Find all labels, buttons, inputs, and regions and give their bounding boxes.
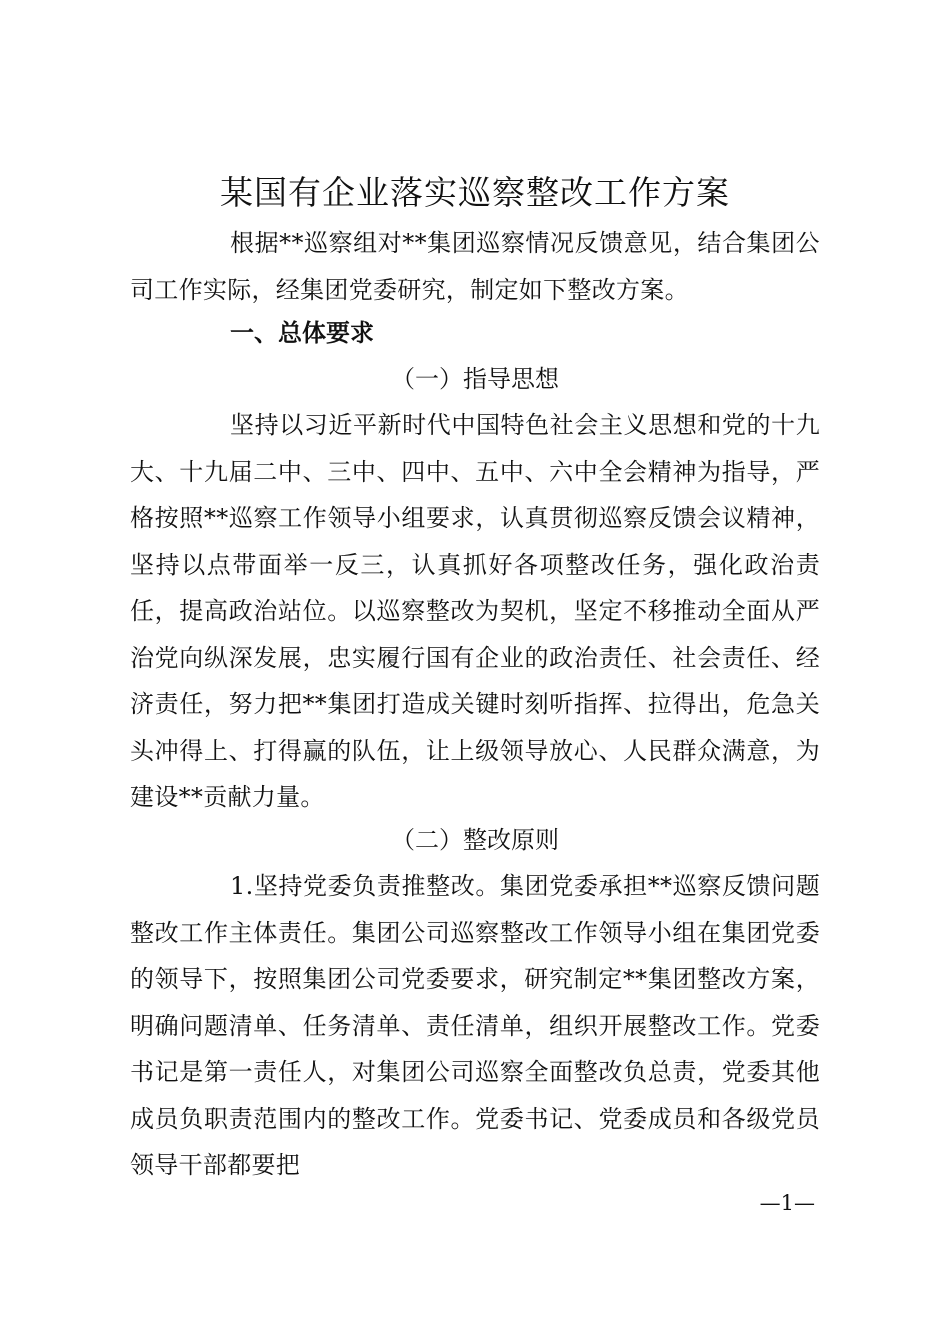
rectification-principles-paragraph: 1.坚持党委负责推整改。集团党委承担**巡察反馈问题整改工作主体责任。集团公司巡察整改工作领导小组在集团党委的领导下，按照集团公司党委要求，研究制定**集团整改方案，明确问题清单、任务清单、责任清单，组织开展整改工作。党委书记是第一责任人，对集团公司巡察全面整改负总责，党委其他成员负职责范围内的整改工作。党委书记、党委成员和各级党员领导干部都要把	[130, 872, 820, 1179]
page-number: —1—	[759, 1191, 815, 1215]
document-title: 某国有企业落实巡察整改工作方案	[220, 173, 730, 212]
subsection-heading-guiding-ideology: （一）指导思想	[391, 365, 559, 393]
guiding-ideology-paragraph: 坚持以习近平新时代中国特色社会主义思想和党的十九大、十九届二中、三中、四中、五中、六中全会精神为指导，严格按照**巡察工作领导小组要求，认真贯彻巡察反馈会议精神，坚持以点带面举一反三，认真抓好各项整改任务，强化政治责任，提高政治站位。以巡察整改为契机，坚定不移推动全面从严治党向纵深发展，忠实履行国有企业的政治责任、社会责任、经济责任，努力把**集团打造成关键时刻听指挥、拉得出，危急关头冲得上、打得赢的队伍，让上级领导放心、人民群众满意，为建设**贡献力量。	[130, 411, 820, 811]
intro-paragraph: 根据**巡察组对**集团巡察情况反馈意见，结合集团公司工作实际，经集团党委研究，制定如下整改方案。	[130, 229, 820, 304]
section-heading-general-requirements: 一、总体要求	[230, 319, 374, 347]
subsection-heading-rectification-principles: （二）整改原则	[391, 826, 559, 854]
